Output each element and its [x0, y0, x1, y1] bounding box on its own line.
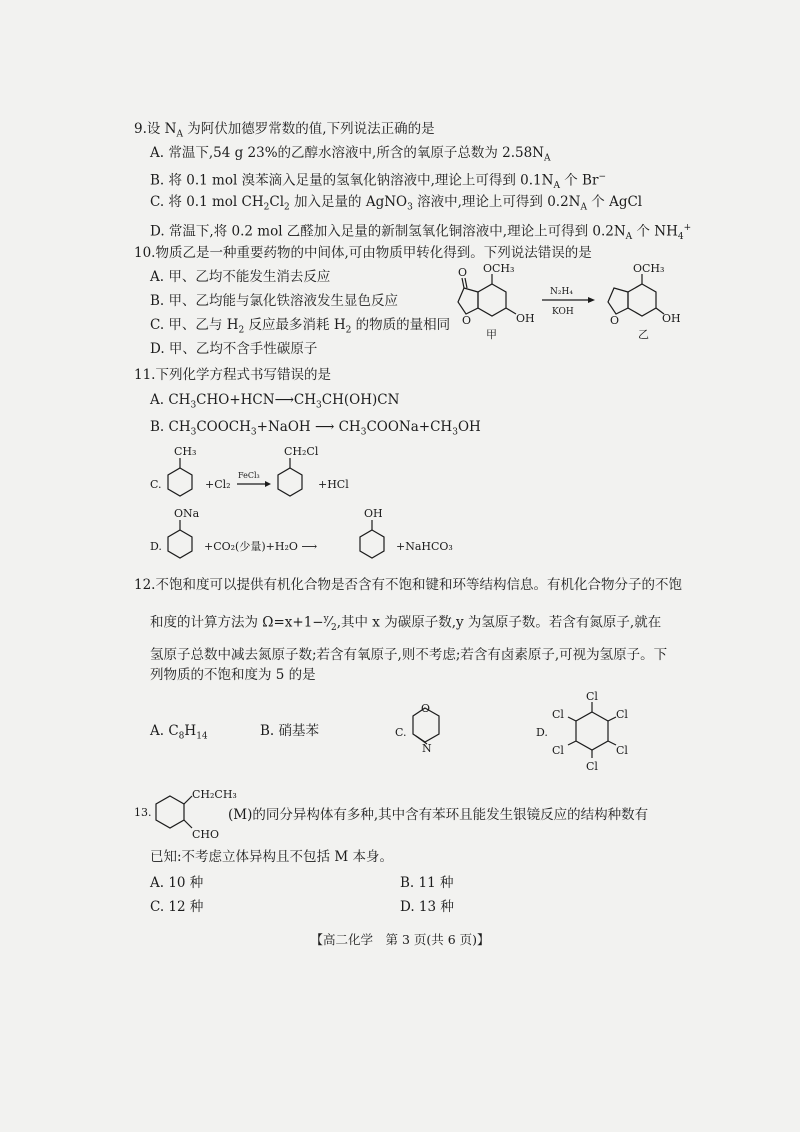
label-jia: 甲 — [486, 328, 497, 341]
q12-line-1: 12.不饱和度可以提供有机化合物是否含有不饱和键和环等结构信息。有机化合物分子的不饱 — [134, 577, 682, 593]
q12-d-cl-upper-right: Cl — [616, 708, 628, 721]
q11-d-ona: ONa — [174, 507, 200, 520]
q13-stem: (M)的同分异构体有多种,其中含有苯环且能发生银镜反应的结构种数有 — [228, 807, 649, 823]
yi-och3: OCH₃ — [633, 262, 665, 275]
q11-d-nahco3: +NaHCO₃ — [396, 540, 453, 553]
q10-stem: 10.物质乙是一种重要药物的中间体,可由物质甲转化得到。下列说法错误的是 — [134, 245, 592, 261]
q11-option-c-equation — [150, 444, 530, 500]
q11-c-ch2cl: CH₂Cl — [284, 445, 319, 458]
q13-option-b: B. 11 种 — [400, 875, 454, 891]
q11-d-oh: OH — [364, 507, 383, 520]
q13-note: 已知:不考虑立体异构且不包括 M 本身。 — [150, 849, 393, 865]
label-yi: 乙 — [638, 328, 649, 341]
q12-option-c-structure — [395, 700, 455, 766]
q12-option-a: A. $C_8H_{14}$ — [150, 723, 208, 742]
q11-c-cl2: +Cl₂ — [205, 478, 231, 491]
q11-d-reagents: +CO₂(少量)+H₂O ⟶ — [204, 540, 318, 553]
q11-option-d-equation — [150, 506, 510, 562]
q10-option-a: A. 甲、乙均不能发生消去反应 — [150, 269, 331, 285]
q12-option-b: B. 硝基苯 — [260, 723, 320, 739]
q9-option-c: C. 将 0.1 mol $CH_2Cl_2$ 加入足量的 AgNO$_3$ 溶液中,理论上可得到 $0.2N_A$ 个 AgCl — [150, 194, 643, 213]
q12-c-nitrogen: N — [422, 742, 432, 755]
q12-c-label: C. — [395, 726, 407, 739]
q11-option-b: B. $CH_3COOCH_3+NaOH$ ⟶ $CH_3COONa+CH_3OH$ — [150, 419, 481, 438]
q12-d-cl-top: Cl — [586, 690, 598, 703]
jia-carbonyl-o: O — [458, 266, 468, 279]
q11-d-label: D. — [150, 540, 162, 553]
q12-c-oxygen: O — [421, 702, 431, 715]
q10-option-b: B. 甲、乙均能与氯化铁溶液发生显色反应 — [150, 293, 399, 309]
q11-option-a: A. $CH_3CHO+HCN⟶CH_3CH(OH)CN$ — [150, 392, 400, 411]
q13-option-c: C. 12 种 — [150, 899, 204, 915]
q11-c-hcl: +HCl — [318, 478, 349, 491]
q9-option-a: A. 常温下,54 g 23%的乙醇水溶液中,所含的氧原子总数为 $2.58N_A$ — [150, 145, 551, 164]
q12-d-cl-lower-right: Cl — [616, 744, 628, 757]
q13-aldehyde: CHO — [192, 828, 220, 841]
reaction-arrow — [542, 287, 595, 317]
q12-line-3: 氢原子总数中减去氮原子数;若含有氧原子,则不考虑;若含有卤素原子,可视为氢原子。下 — [150, 647, 668, 663]
q9-stem: 9.设 $N_A$ 为阿伏加德罗常数的值,下列说法正确的是 — [134, 121, 435, 140]
q13-option-a: A. 10 种 — [150, 875, 204, 891]
q10-option-d: D. 甲、乙均不含手性碳原子 — [150, 341, 318, 357]
page-footer: 【高二化学 第 3 页(共 6 页)】 — [310, 932, 490, 947]
molecule-yi — [608, 262, 681, 341]
q12-d-label: D. — [536, 726, 548, 739]
q12-line-4: 列物质的不饱和度为 5 的是 — [150, 667, 316, 683]
q13-number: 13. — [134, 806, 152, 819]
yi-oh: OH — [662, 312, 681, 325]
q10-reaction-scheme — [450, 262, 680, 342]
yi-ring-o: O — [610, 314, 620, 327]
q11-stem: 11.下列化学方程式书写错误的是 — [134, 367, 331, 383]
molecule-jia — [458, 262, 535, 341]
q9-option-b: B. 将 0.1 mol 溴苯滴入足量的氢氧化钠溶液中,理论上可得到 $0.1N_A$ 个 Br− — [150, 172, 606, 192]
reagent-koh: KOH — [552, 307, 574, 317]
jia-och3: OCH₃ — [483, 262, 515, 275]
q11-c-ch3: CH₃ — [174, 445, 197, 458]
q12-d-cl-upper-left: Cl — [552, 708, 564, 721]
q13-option-d: D. 13 种 — [400, 899, 454, 915]
q12-d-cl-bottom: Cl — [586, 760, 598, 773]
q13-ethyl: CH₂CH₃ — [192, 788, 237, 801]
q12-line-2: 和度的计算方法为 $\Omega=x+1-^y⁄_2$,其中 x 为碳原子数,y 为氢原子数。若含有氮原子,就在 — [150, 614, 662, 634]
q9-option-d: D. 常温下,将 0.2 mol 乙醛加入足量的新制氢氧化铜溶液中,理论上可得到 $0.2N_A$ 个 $NH_4^+$ — [150, 223, 692, 243]
q10-option-c: C. 甲、乙与 $H_2$ 反应最多消耗 $H_2$ 的物质的量相同 — [150, 317, 451, 336]
q11-c-catalyst: FeCl₃ — [238, 471, 260, 480]
q12-d-cl-lower-left: Cl — [552, 744, 564, 757]
jia-ring-o: O — [462, 314, 472, 327]
q12-option-d-structure — [536, 690, 656, 776]
reagent-n2h4: N₂H₄ — [550, 287, 573, 297]
q11-c-label: C. — [150, 478, 162, 491]
jia-oh: OH — [516, 312, 535, 325]
